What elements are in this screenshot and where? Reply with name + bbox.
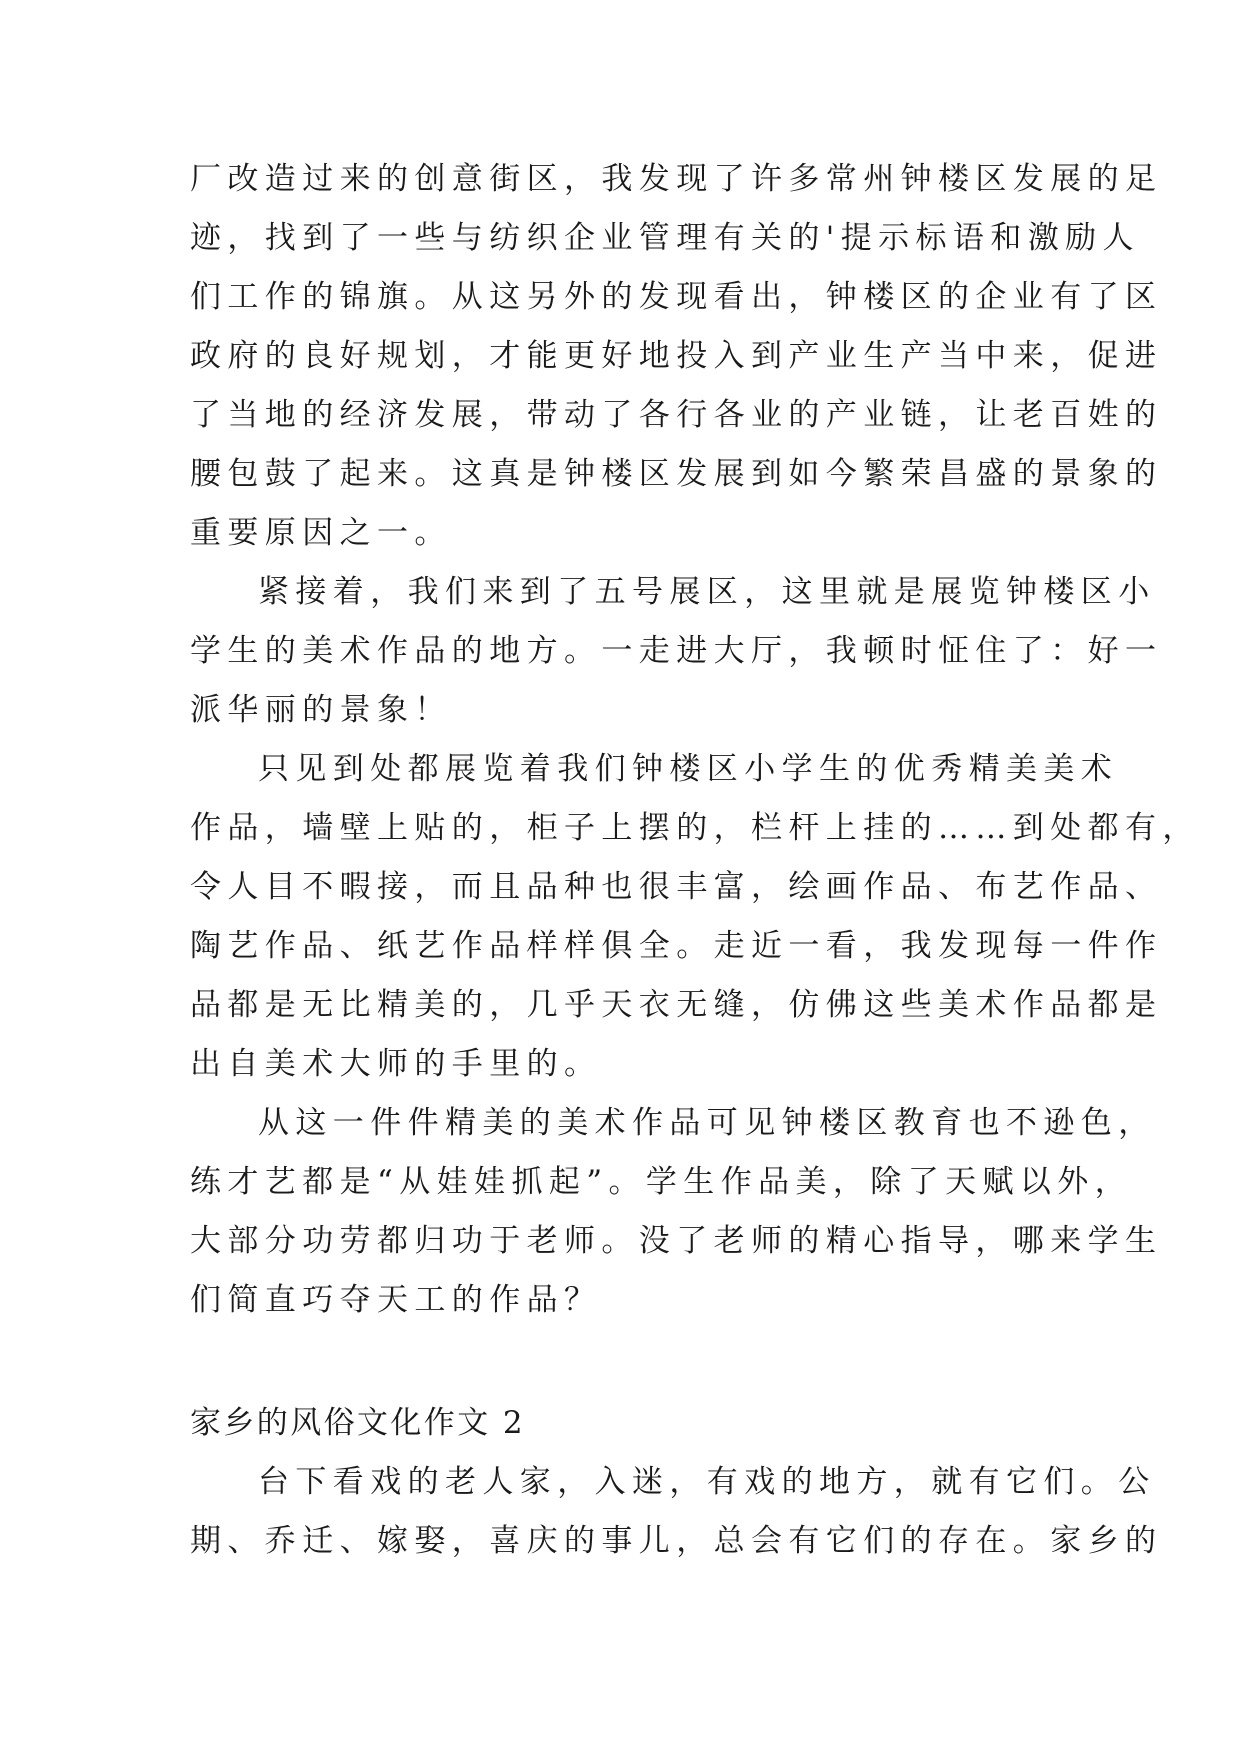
paragraph-3	[190, 740, 1200, 1094]
section-paragraph-1	[190, 1453, 1163, 1571]
section-heading: 家乡的风俗文化作文 2	[190, 1405, 525, 1441]
paragraph-4	[190, 1094, 1163, 1330]
text-line: 出自美术大师的手里的。	[190, 1046, 602, 1082]
text-line: 品都是无比精美的，几乎天衣无缝，仿佛这些美术作品都是	[190, 987, 1163, 1023]
text-line: 练才艺都是“从娃娃抓起”。学生作品美，除了天赋以外，	[190, 1164, 1133, 1200]
text-line: 了当地的经济发展，带动了各行各业的产业链，让老百姓的	[190, 397, 1163, 433]
text-line: 台下看戏的老人家，入迷，有戏的地方，就有它们。公	[258, 1464, 1156, 1500]
text-line: 作品，墙壁上贴的，柜子上摆的，栏杆上挂的……到处都有，	[190, 810, 1200, 846]
text-line: 厂改造过来的创意街区，我发现了许多常州钟楼区发展的足	[190, 161, 1163, 197]
text-line: 派华丽的景象！	[190, 692, 452, 728]
text-line: 重要原因之一。	[190, 515, 452, 551]
text-line: 政府的良好规划，才能更好地投入到产业生产当中来，促进	[190, 338, 1163, 374]
text-line: 迹，找到了一些与纺织企业管理有关的'提示标语和激励人	[190, 220, 1140, 256]
text-line: 们简直巧夺天工的作品？	[190, 1282, 602, 1318]
text-line: 腰包鼓了起来。这真是钟楼区发展到如今繁荣昌盛的景象的	[190, 456, 1163, 492]
paragraph-1	[190, 150, 1163, 563]
text-line: 令人目不暇接，而且品种也很丰富，绘画作品、布艺作品、	[190, 869, 1163, 905]
text-line: 期、乔迁、嫁娶，喜庆的事儿，总会有它们的存在。家乡的	[190, 1523, 1163, 1559]
text-line: 从这一件件精美的美术作品可见钟楼区教育也不逊色，	[258, 1105, 1156, 1141]
paragraph-2	[190, 563, 1163, 740]
text-line: 陶艺作品、纸艺作品样样俱全。走近一看，我发现每一件作	[190, 928, 1163, 964]
text-line: 学生的美术作品的地方。一走进大厅，我顿时怔住了：好一	[190, 633, 1163, 669]
text-line: 们工作的锦旗。从这另外的发现看出，钟楼区的企业有了区	[190, 279, 1163, 315]
section-gap	[190, 1330, 1070, 1394]
text-line: 只见到处都展览着我们钟楼区小学生的优秀精美美术	[258, 751, 1119, 787]
document-page	[190, 150, 1200, 1571]
text-line: 紧接着，我们来到了五号展区，这里就是展览钟楼区小	[258, 574, 1156, 610]
text-line: 大部分功劳都归功于老师。没了老师的精心指导，哪来学生	[190, 1223, 1163, 1259]
